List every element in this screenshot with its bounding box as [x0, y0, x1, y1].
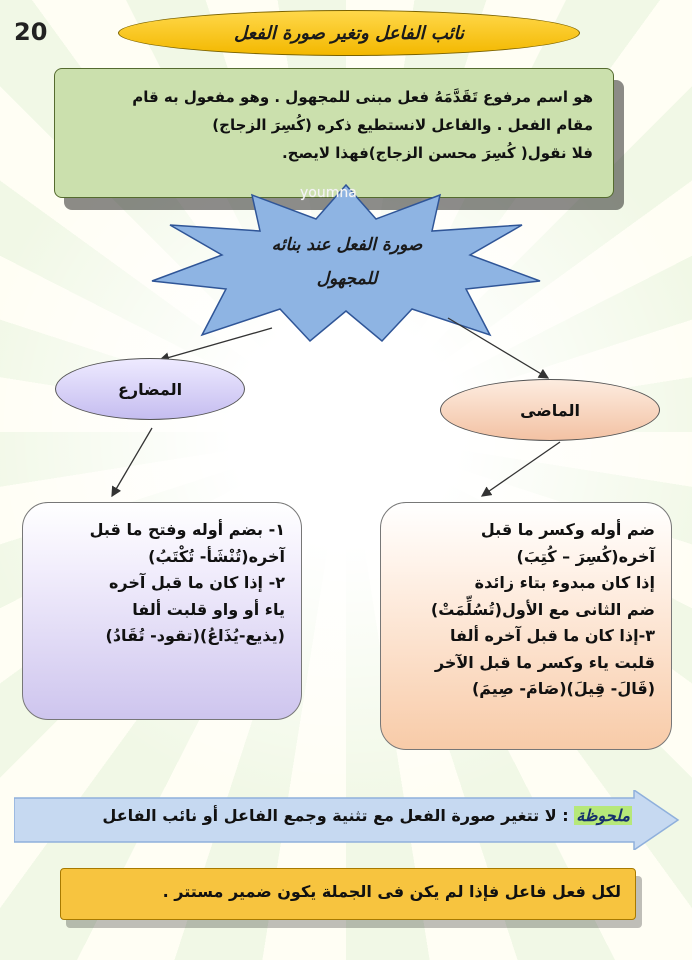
page-title-text: نائب الفاعل وتغير صورة الفعل [233, 22, 465, 44]
madi-line: ٣-إذا كان ما قبل آخره ألفا [449, 626, 655, 645]
madi-line: ضم الثانى مع الأول(تُسُلِّمَتْ) [430, 599, 655, 619]
page-number: 20 [14, 18, 48, 46]
mudari-line: آخره(تُنْشَأ- تُكْتَبُ) [148, 546, 285, 566]
madi-line: إذا كان مبدوء بتاء زائدة [474, 573, 655, 592]
madi-card [380, 502, 672, 750]
definition-box [54, 68, 614, 198]
arrow-to-mudari-card [112, 428, 152, 496]
definition-line: مقام الفعل . والفاعل لانستطيع ذكره (كُسِرَ الزجاج) [212, 116, 593, 134]
mudari-label: المضارع [117, 379, 183, 399]
mudari-line: ٢- إذا كان ما قبل آخره [108, 573, 285, 592]
mudari-line: (يذيع-يُذَاعُ)(تقود- تُقَادُ) [105, 626, 285, 645]
madi-label: الماضى [520, 400, 580, 420]
star-line: صورة الفعل عند بنائه [271, 235, 423, 255]
note-text-row [28, 806, 632, 825]
page-title [118, 10, 580, 56]
footer-box [60, 868, 636, 920]
note-banner [14, 790, 680, 850]
mudari-line: ياء أو واو قلبت ألفا [132, 599, 285, 619]
star-burst-text [222, 228, 472, 296]
mudari-oval [55, 358, 245, 420]
madi-oval [440, 379, 660, 441]
footer-text: لكل فعل فاعل فإذا لم يكن فى الجملة يكون ضمير مستتر . [162, 882, 621, 901]
arrow-to-madi-card [482, 442, 560, 496]
mudari-card [22, 502, 302, 720]
madi-line: ضم أوله وكسر ما قبل [480, 520, 655, 539]
watermark-text: youmna [300, 185, 357, 201]
note-body: : لا تتغير صورة الفعل مع تثنية وجمع الفاعل أو نائب الفاعل [102, 806, 569, 825]
mudari-line: ١- بضم أوله وفتح ما قبل [89, 520, 285, 539]
madi-line: قلبت ياء وكسر ما قبل الآخر [434, 652, 655, 672]
madi-line: (قَالَ- قِيلَ)(صَامَ- صِيمَ) [471, 679, 655, 698]
definition-line: فلا نقول( كُسِرَ محسن الزجاج)فهذا لايصح. [281, 144, 593, 162]
definition-line: هو اسم مرفوع تَقَدَّمَهُ فعل مبنى للمجهول . وهو مفعول به قام [132, 88, 593, 106]
note-label: ملحوظة [576, 806, 630, 825]
star-line: للمجهول [316, 269, 378, 289]
madi-line: آخره(كُسِرَ – كُتِبَ) [516, 546, 655, 566]
